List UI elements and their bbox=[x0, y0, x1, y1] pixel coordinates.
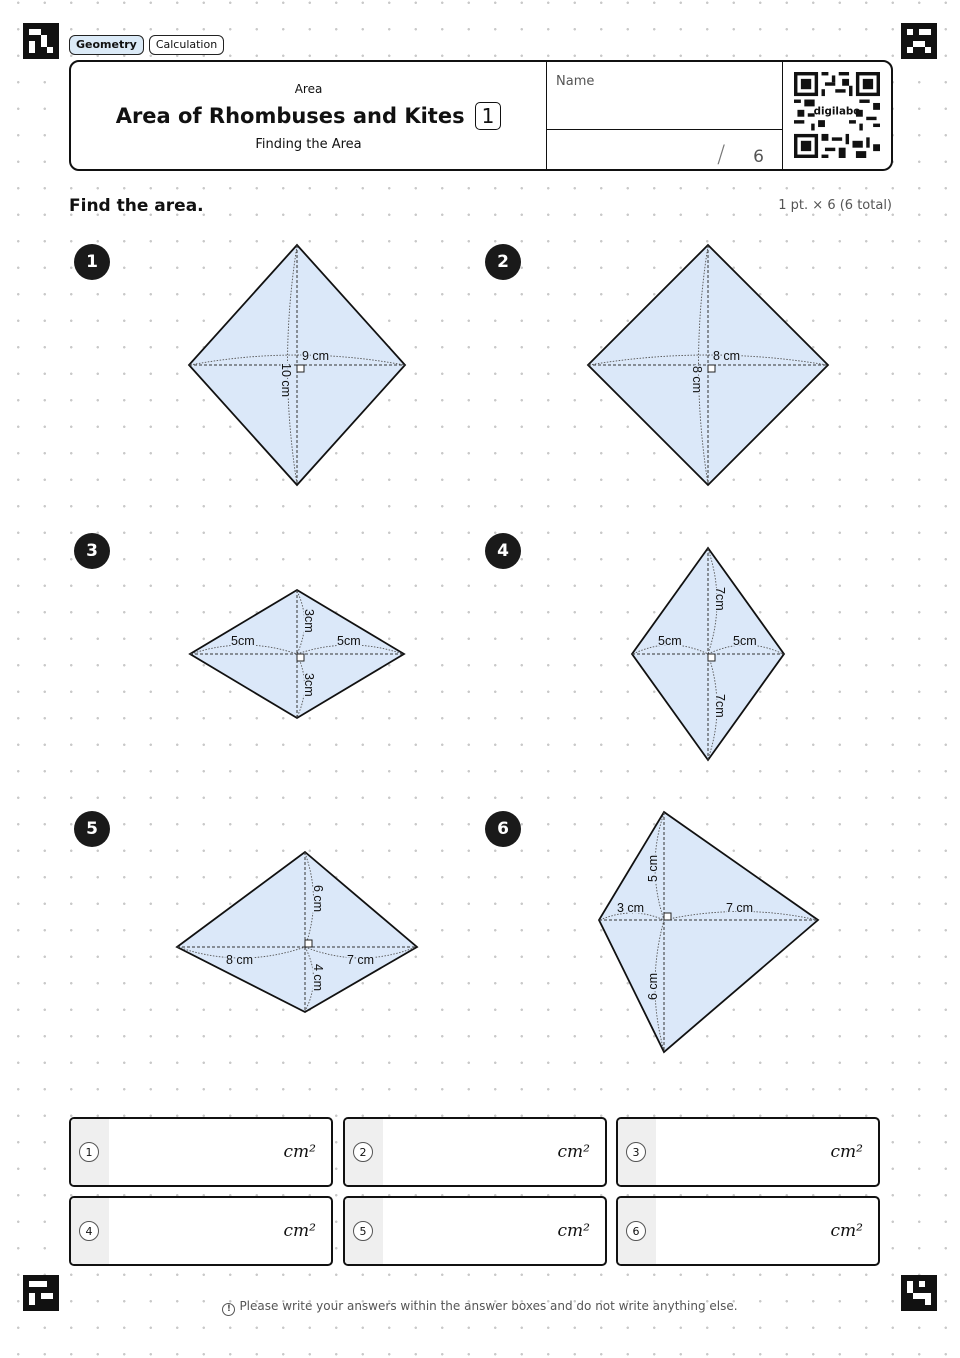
answer-number: 5 bbox=[353, 1221, 373, 1241]
dimension-label: 6 cm bbox=[311, 885, 325, 913]
title-text: Area of Rhombuses and Kites bbox=[115, 104, 465, 128]
sheet-number: 1 bbox=[475, 102, 502, 130]
answer-unit: cm² bbox=[830, 1142, 863, 1162]
kite-shape bbox=[599, 812, 818, 1052]
answer-box-3[interactable] bbox=[616, 1117, 880, 1187]
dimension-label: 5 cm bbox=[646, 854, 660, 882]
name-label: Name bbox=[556, 74, 595, 89]
problem-5-badge: 5 bbox=[74, 811, 110, 847]
answer-box-1[interactable] bbox=[69, 1117, 333, 1187]
answer-unit: cm² bbox=[283, 1142, 316, 1162]
answer-number: 3 bbox=[626, 1142, 646, 1162]
answer-unit: cm² bbox=[557, 1142, 590, 1162]
answer-number: 6 bbox=[626, 1221, 646, 1241]
info-icon: ! bbox=[222, 1303, 235, 1316]
score-field[interactable]: / 6 bbox=[717, 140, 764, 168]
dimension-label: 10 cm bbox=[279, 363, 293, 398]
subtitle: Finding the Area bbox=[255, 137, 362, 152]
dimension-label: 3cm bbox=[302, 673, 316, 697]
answer-box-6[interactable] bbox=[616, 1196, 880, 1266]
dimension-label: 7 cm bbox=[347, 953, 375, 967]
instruction: Find the area. bbox=[69, 196, 204, 216]
problem-1-badge: 1 bbox=[74, 244, 110, 280]
dimension-label: 7cm bbox=[713, 587, 727, 611]
problem-3-badge: 3 bbox=[74, 533, 110, 569]
answer-box-4[interactable] bbox=[69, 1196, 333, 1266]
dimension-label: 3 cm bbox=[617, 901, 645, 915]
dimension-label: 8 cm bbox=[226, 953, 254, 967]
dimension-label: 4 cm bbox=[311, 964, 325, 992]
problem-6-badge: 6 bbox=[485, 811, 521, 847]
problem-2-badge: 2 bbox=[485, 244, 521, 280]
tag-geometry: Geometry bbox=[69, 35, 144, 55]
right-angle-mark bbox=[664, 913, 671, 920]
footer-text: Please write your answers within the answer boxes and do not write anything else. bbox=[239, 1299, 738, 1313]
dimension-label: 5cm bbox=[733, 634, 757, 648]
answer-number: 4 bbox=[79, 1221, 99, 1241]
dimension-label: 5cm bbox=[337, 634, 361, 648]
points-info: 1 pt. × 6 (6 total) bbox=[778, 198, 892, 213]
score-total: 6 bbox=[753, 147, 764, 167]
dimension-label: 6 cm bbox=[646, 972, 660, 1000]
answer-number: 1 bbox=[79, 1142, 99, 1162]
category-label: Area bbox=[294, 82, 323, 96]
problem-4-badge: 4 bbox=[485, 533, 521, 569]
answer-unit: cm² bbox=[283, 1221, 316, 1241]
dimension-label: 8 cm bbox=[690, 366, 704, 394]
dimension-label: 5cm bbox=[231, 634, 255, 648]
dimension-label: 8 cm bbox=[713, 349, 741, 363]
dimension-label: 7 cm bbox=[726, 901, 754, 915]
dimension-label: 9 cm bbox=[302, 349, 330, 363]
tag-calculation: Calculation bbox=[149, 35, 224, 55]
answer-box-2[interactable] bbox=[343, 1117, 607, 1187]
qr-label: digilabo bbox=[813, 105, 861, 118]
dimension-label: 5cm bbox=[658, 634, 682, 648]
answer-unit: cm² bbox=[557, 1221, 590, 1241]
answer-number: 2 bbox=[353, 1142, 373, 1162]
footer-note bbox=[0, 1299, 960, 1316]
dimension-label: 3cm bbox=[302, 609, 316, 633]
answer-box-5[interactable] bbox=[343, 1196, 607, 1266]
dimension-label: 7cm bbox=[713, 694, 727, 718]
answer-unit: cm² bbox=[830, 1221, 863, 1241]
